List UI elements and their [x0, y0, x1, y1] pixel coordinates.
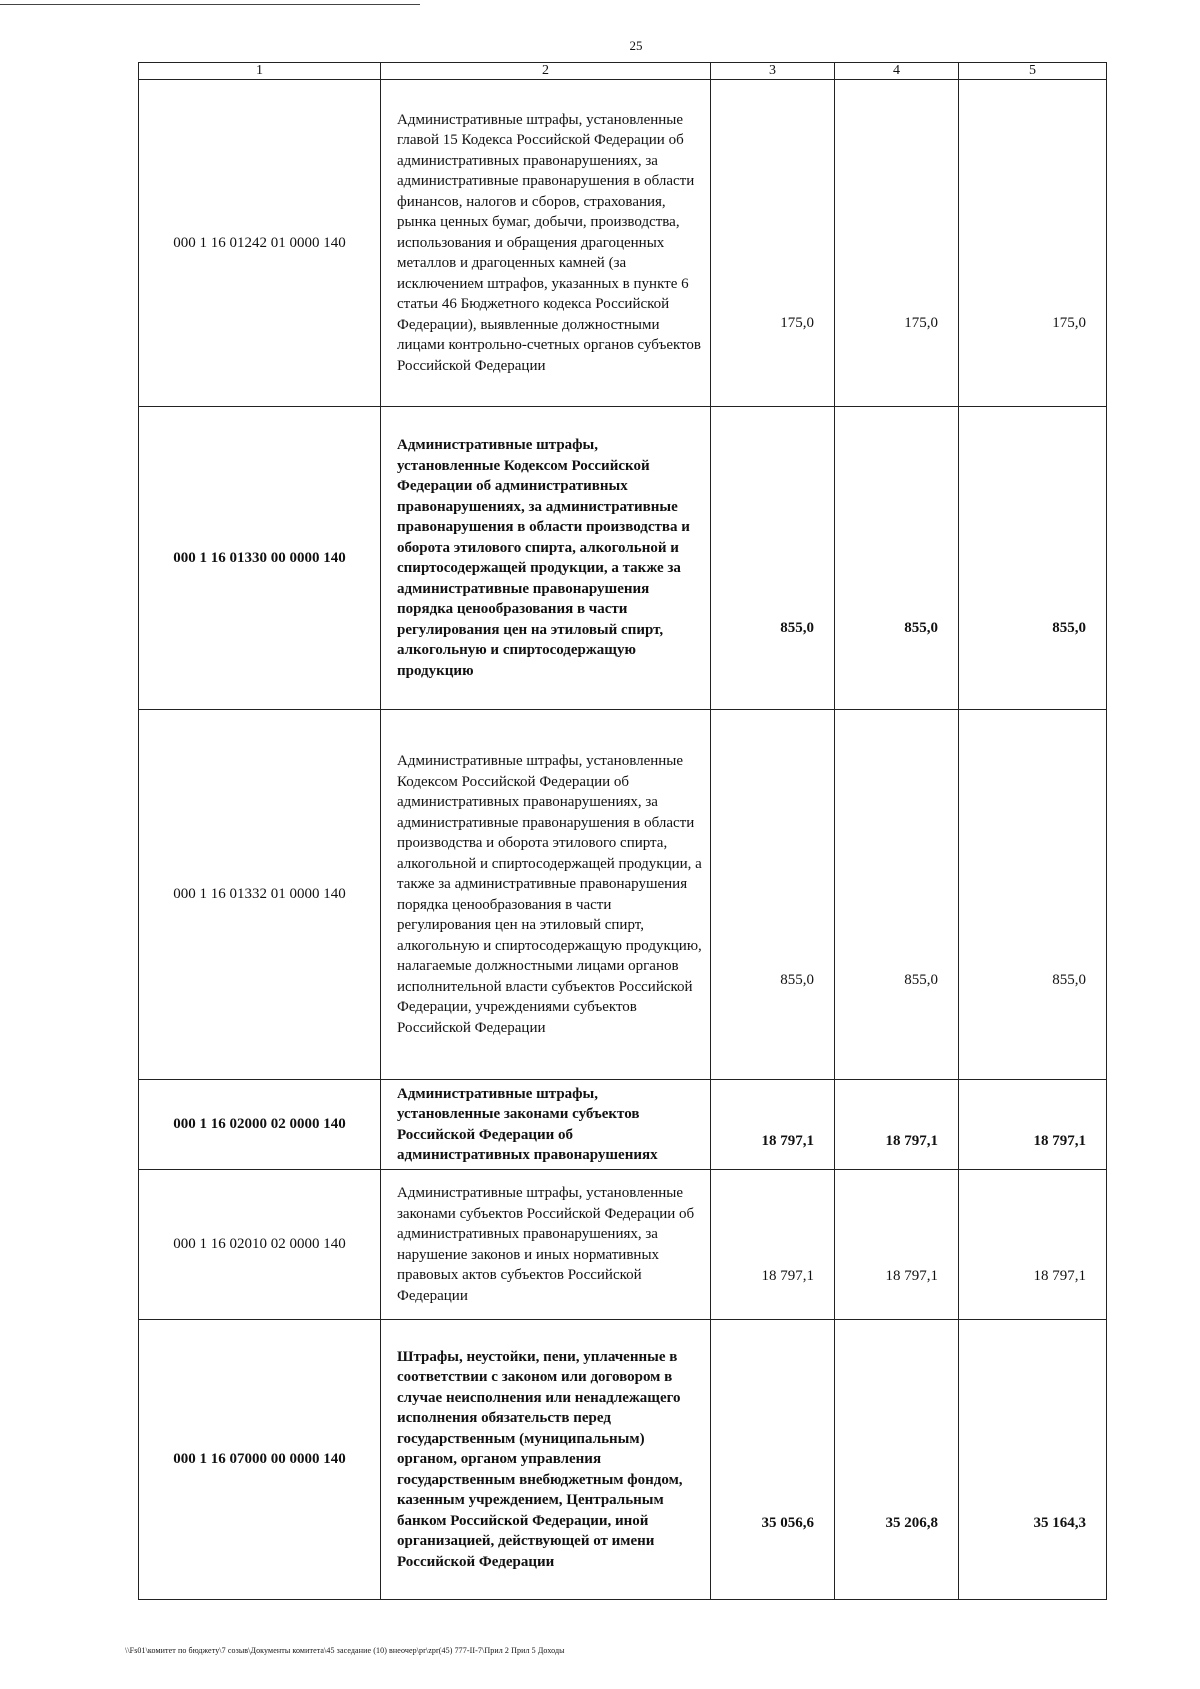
- row-description: Административные штрафы, установленные Кодексом Российской Федерации об административных правонарушениях, за административные правонарушения в области производства и оборота этилового спирта, алкогольной и спиртосодержащей продукции, а также за административные правонарушения порядка ценообразования в части регулирования цен на этиловый спирт, алкогольную и спиртосодержащую продукцию, налагаемые должностными лицами органов исполнительной власти субъектов Российской Федерации, учреждениями субъектов Российской Федерации: [381, 710, 711, 1080]
- footer-file-path: \\Fs01\комитет по бюджету\7 созыв\Документы комитета\45 заседание (10) внеочер\pr\zpr(45) 777-II-7\Прил 2 Прил 5 Доходы: [125, 1646, 565, 1655]
- table-row: [139, 1170, 1107, 1320]
- top-rule: [0, 4, 420, 5]
- row-value-col3: 855,0: [711, 710, 835, 1080]
- row-value-col3: 855,0: [711, 407, 835, 710]
- row-value-col3: 35 056,6: [711, 1320, 835, 1600]
- row-value-col4: 18 797,1: [835, 1170, 959, 1320]
- row-value-col5: 35 164,3: [959, 1320, 1107, 1600]
- row-description: Административные штрафы, установленные главой 15 Кодекса Российской Федерации об административных правонарушениях, за административные правонарушения в области финансов, налогов и сборов, страхования, рынка ценных бумаг, добычи, производства, использования и обращения драгоценных металлов и драгоценных камней (за исключением штрафов, указанных в пункте 6 статьи 46 Бюджетного кодекса Российской Федерации), выявленные должностными лицами контрольно-счетных органов субъектов Российской Федерации: [381, 80, 711, 407]
- table-body: [139, 80, 1107, 1600]
- row-value-col4: 175,0: [835, 80, 959, 407]
- page-number: 25: [629, 38, 643, 53]
- table-row: [139, 1320, 1107, 1600]
- header-row: [139, 63, 1107, 80]
- row-code: 000 1 16 01242 01 0000 140: [139, 80, 381, 407]
- row-value-col3: 18 797,1: [711, 1170, 835, 1320]
- row-value-col5: 855,0: [959, 407, 1107, 710]
- row-code: 000 1 16 01332 01 0000 140: [139, 710, 381, 1080]
- row-value-col4: 18 797,1: [835, 1080, 959, 1170]
- row-description: Административные штрафы, установленные законами субъектов Российской Федерации об административных правонарушениях: [381, 1080, 711, 1170]
- header-col-3: 3: [711, 63, 835, 80]
- row-code: 000 1 16 07000 00 0000 140: [139, 1320, 381, 1600]
- table-row: [139, 710, 1107, 1080]
- row-code: 000 1 16 02010 02 0000 140: [139, 1170, 381, 1320]
- row-value-col3: 18 797,1: [711, 1080, 835, 1170]
- row-value-col4: 855,0: [835, 407, 959, 710]
- header-col-4: 4: [835, 63, 959, 80]
- row-value-col3: 175,0: [711, 80, 835, 407]
- table-row: [139, 80, 1107, 407]
- row-code: 000 1 16 02000 02 0000 140: [139, 1080, 381, 1170]
- row-value-col5: 18 797,1: [959, 1170, 1107, 1320]
- header-col-5: 5: [959, 63, 1107, 80]
- row-value-col5: 175,0: [959, 80, 1107, 407]
- row-value-col4: 35 206,8: [835, 1320, 959, 1600]
- table-row: [139, 1080, 1107, 1170]
- row-value-col5: 18 797,1: [959, 1080, 1107, 1170]
- revenue-table: [138, 62, 1107, 1600]
- header-col-1: 1: [139, 63, 381, 80]
- header-col-2: 2: [381, 63, 711, 80]
- row-value-col5: 855,0: [959, 710, 1107, 1080]
- row-value-col4: 855,0: [835, 710, 959, 1080]
- row-code: 000 1 16 01330 00 0000 140: [139, 407, 381, 710]
- row-description: Административные штрафы, установленные Кодексом Российской Федерации об административных правонарушениях, за административные правонарушения в области производства и оборота этилового спирта, алкогольной и спиртосодержащей продукции, а также за административные правонарушения порядка ценообразования в части регулирования цен на этиловый спирт, алкогольную и спиртосодержащую продукцию: [381, 407, 711, 710]
- row-description: Штрафы, неустойки, пени, уплаченные в соответствии с законом или договором в случае неисполнения или ненадлежащего исполнения обязательств перед государственным (муниципальным) органом, органом управления государственным внебюджетным фондом, казенным учреждением, Центральным банком Российской Федерации, иной организацией, действующей от имени Российской Федерации: [381, 1320, 711, 1600]
- table-header: [139, 63, 1107, 80]
- row-description: Административные штрафы, установленные законами субъектов Российской Федерации об административных правонарушениях, за нарушение законов и иных нормативных правовых актов субъектов Российской Федерации: [381, 1170, 711, 1320]
- table-row: [139, 407, 1107, 710]
